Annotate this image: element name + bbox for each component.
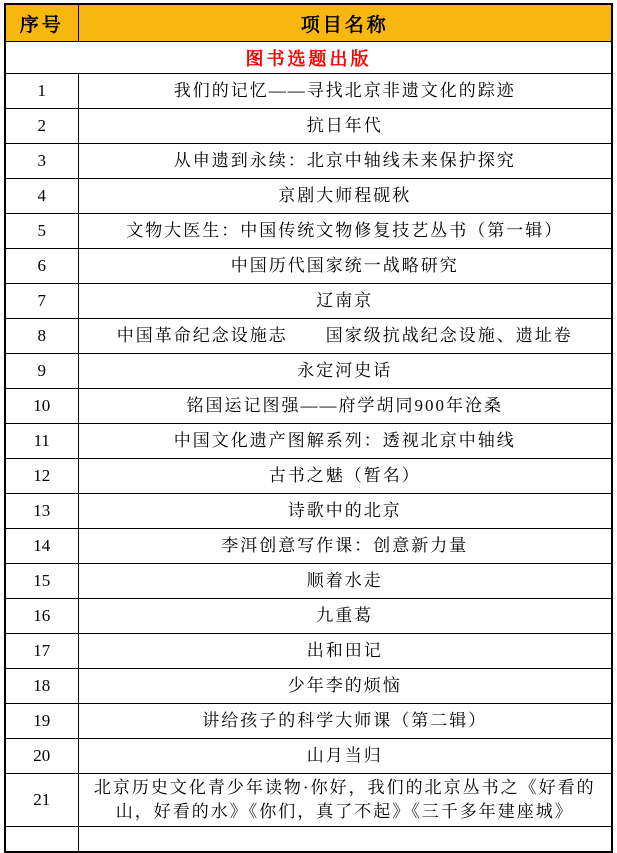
serial-number-cell: 9 — [5, 354, 78, 389]
project-name-cell: 文物大医生：中国传统文物修复技艺丛书（第一辑） — [78, 214, 612, 249]
table-row — [5, 354, 612, 389]
serial-number-cell: 18 — [5, 669, 78, 704]
table-row — [5, 319, 612, 354]
serial-number-cell: 19 — [5, 704, 78, 739]
serial-number-cell: 10 — [5, 389, 78, 424]
project-name-cell: 辽南京 — [78, 284, 612, 319]
project-name-cell: 九重葛 — [78, 599, 612, 634]
table-row — [5, 564, 612, 599]
project-name-cell: 中国文化遗产图解系列：透视北京中轴线 — [78, 424, 612, 459]
project-name-cell: 抗日年代 — [78, 109, 612, 144]
project-name-cell: 铭国运记图强——府学胡同900年沧桑 — [78, 389, 612, 424]
project-name-cell: 出和田记 — [78, 634, 612, 669]
table-row — [5, 424, 612, 459]
table-row — [5, 459, 612, 494]
serial-number-cell: 7 — [5, 284, 78, 319]
book-projects-table — [4, 3, 613, 853]
table-row — [5, 284, 612, 319]
header-project-name: 项目名称 — [78, 4, 612, 42]
serial-number-cell: 6 — [5, 249, 78, 284]
table-row — [5, 389, 612, 424]
table-row — [5, 774, 612, 827]
serial-number-cell: 4 — [5, 179, 78, 214]
table-row — [5, 494, 612, 529]
project-name-cell: 中国革命纪念设施志 国家级抗战纪念设施、遗址卷 — [78, 319, 612, 354]
project-name-cell: 诗歌中的北京 — [78, 494, 612, 529]
table-row — [5, 179, 612, 214]
table-row — [5, 669, 612, 704]
table-row — [5, 739, 612, 774]
partial-bottom-row — [5, 827, 612, 853]
section-title: 图书选题出版 — [5, 42, 612, 74]
serial-number-cell: 20 — [5, 739, 78, 774]
project-name-cell: 讲给孩子的科学大师课（第二辑） — [78, 704, 612, 739]
project-name-cell: 从申遗到永续：北京中轴线未来保护探究 — [78, 144, 612, 179]
project-name-cell: 顺着水走 — [78, 564, 612, 599]
project-name-cell: 我们的记忆——寻找北京非遗文化的踪迹 — [78, 74, 612, 109]
project-name-cell: 山月当归 — [78, 739, 612, 774]
partial-name-cell — [78, 827, 612, 853]
project-name-cell: 永定河史话 — [78, 354, 612, 389]
serial-number-cell: 1 — [5, 74, 78, 109]
project-name-cell: 李洱创意写作课：创意新力量 — [78, 529, 612, 564]
table-row — [5, 74, 612, 109]
serial-number-cell: 15 — [5, 564, 78, 599]
serial-number-cell: 16 — [5, 599, 78, 634]
serial-number-cell: 8 — [5, 319, 78, 354]
project-name-cell: 少年李的烦恼 — [78, 669, 612, 704]
table-row — [5, 529, 612, 564]
section-row — [5, 42, 612, 74]
table-row — [5, 144, 612, 179]
table-row — [5, 599, 612, 634]
serial-number-cell: 21 — [5, 774, 78, 827]
table-body — [5, 42, 612, 853]
partial-serial-cell — [5, 827, 78, 853]
serial-number-cell: 14 — [5, 529, 78, 564]
project-name-cell: 中国历代国家统一战略研究 — [78, 249, 612, 284]
table-row — [5, 249, 612, 284]
serial-number-cell: 2 — [5, 109, 78, 144]
header-serial-number: 序号 — [5, 4, 78, 42]
serial-number-cell: 17 — [5, 634, 78, 669]
project-name-cell: 京剧大师程砚秋 — [78, 179, 612, 214]
project-name-cell: 古书之魅（暂名） — [78, 459, 612, 494]
table-row — [5, 704, 612, 739]
serial-number-cell: 12 — [5, 459, 78, 494]
table-row — [5, 109, 612, 144]
header-row — [5, 4, 612, 42]
serial-number-cell: 3 — [5, 144, 78, 179]
serial-number-cell: 11 — [5, 424, 78, 459]
table-row — [5, 214, 612, 249]
table-row — [5, 634, 612, 669]
serial-number-cell: 13 — [5, 494, 78, 529]
project-name-cell: 北京历史文化青少年读物·你好，我们的北京丛书之《好看的山，好看的水》《你们，真了不起》《三千多年建座城》 — [78, 774, 612, 827]
serial-number-cell: 5 — [5, 214, 78, 249]
